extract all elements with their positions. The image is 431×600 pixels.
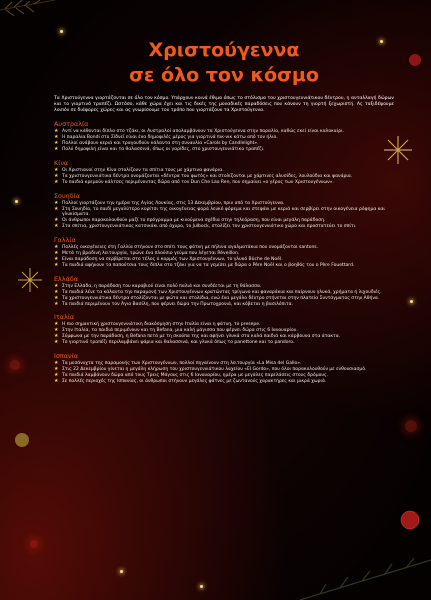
- list-item-text: Πολλοί ανάβουν κεριά και τραγουδούν κάλαντα στη συναυλία «Carols by Candlelight».: [62, 141, 259, 147]
- list-item-text: Η πιο σημαντική χριστουγεννιάτικη διακόσμηση στην Ιταλία είναι η φάτνη, το presepe.: [62, 322, 261, 328]
- star-bullet-icon: ★: [54, 294, 59, 301]
- star-bullet-icon: ★: [54, 371, 59, 378]
- star-bullet-icon: ★: [54, 223, 59, 230]
- list-item-text: Οι Χριστιανοί στην Κίνα στολίζουν τα σπίτια τους με χάρτινα φανάρια.: [62, 167, 224, 173]
- red-ornament-icon: [401, 511, 419, 529]
- country-sections: [54, 120, 394, 384]
- list-item-text: Τα χριστουγεννιάτικα δέντρα στολίζονται με φώτα και στολίδια, ενώ ένα μεγάλο δέντρο στήνεται στην πλατεία Συντάγματος στην Αθήνα.: [62, 295, 380, 301]
- bullet-list: [54, 284, 394, 308]
- star-bullet-icon: ★: [54, 339, 59, 346]
- bullet-list: [54, 168, 394, 186]
- star-bullet-icon: ★: [54, 288, 59, 295]
- section-heading: Κίνα: [54, 158, 69, 167]
- list-item: [54, 379, 394, 385]
- bullet-list: [54, 245, 394, 269]
- list-item-text: Τα παιδιά λένε τα κάλαντα την παραμονή των Χριστουγέννων κρατώντας τρίγωνο και φαναράκια και παίρνουν γλυκά, χρήματα ή λιχουδιές.: [62, 289, 382, 295]
- list-item-text: Τα μεσάνυχτα της παραμονής των Χριστουγέννων, πολλοί πηγαίνουν στη λειτουργία «La Misa del Gallo».: [62, 361, 302, 367]
- star-bullet-icon: ★: [54, 140, 59, 147]
- star-bullet-icon: ★: [54, 250, 59, 257]
- star-bullet-icon: ★: [54, 261, 59, 268]
- section-heading: Ιταλία: [54, 313, 75, 322]
- gold-ornament-icon: [15, 433, 29, 447]
- list-item-text: Στην Ελλάδα, η παράδοση του καραβιού είναι πολύ παλιά και συνδέεται με τη θάλασσα.: [62, 283, 262, 289]
- list-item-text: Τα χριστουγεννιάτικα δέντρα ονομάζονται «δέντρα του φωτός» και στολίζονται με χάρτινες αλυσίδες, λουλούδια και φανάρια.: [62, 173, 353, 179]
- star-bullet-icon: ★: [54, 172, 59, 179]
- list-item: [54, 340, 394, 346]
- list-item: [54, 263, 394, 269]
- section-heading: Σουηδία: [54, 191, 80, 200]
- list-item-text: Πολύ δημοφιλή είναι και τα θαλασσινά, όπως οι γαρίδες, στο χριστουγεννιάτικο τραπέζι.: [62, 147, 265, 152]
- star-bullet-icon: ★: [54, 365, 59, 372]
- section-2: [54, 192, 394, 231]
- star-bullet-icon: ★: [54, 327, 59, 334]
- bullet-list: [54, 201, 394, 231]
- list-item-text: Στις 22 Δεκεμβρίου γίνεται η μεγάλη κλήρωση του χριστουγεννιάτικου λαχείου «El Gordo», που όλοι παρακολουθούν με ενθουσιασμό.: [62, 366, 367, 372]
- section-heading: Ισπανία: [54, 352, 78, 361]
- pine-branch-top-left: [0, 0, 55, 16]
- section-0: [54, 120, 394, 153]
- star-bullet-icon: ★: [54, 360, 59, 367]
- list-item: [54, 147, 394, 153]
- star-bullet-icon: ★: [54, 321, 59, 328]
- star-bullet-icon: ★: [54, 217, 59, 224]
- list-item-text: Στην Ιταλία, τα παιδιά περιμένουν και τη Befana, μια καλή μάγισσα που φέρνει δώρα στις 6 Ιανουαρίου.: [62, 328, 298, 334]
- bullet-list: [54, 361, 394, 385]
- star-bullet-icon: ★: [54, 244, 59, 251]
- section-heading: Ελλάδα: [54, 274, 78, 283]
- star-bullet-icon: ★: [54, 282, 59, 289]
- section-heading: Γαλλία: [54, 236, 76, 245]
- list-item-text: Οι άνθρωποι παρακολουθούν μαζί το πρόγραμμα με κινούμενα σχέδια στην τηλεόραση, που είναι μεγάλη παράδοση.: [62, 218, 326, 224]
- bullet-list: [54, 129, 394, 153]
- intro-paragraph: Τα Χριστούγεννα γιορτάζονται σε όλο τον κόσμο. Υπάρχουν κοινά έθιμα όπως το στόλισμα του χριστουγεννιάτικου δέντρου, η ανταλλαγή δώρων και το γιορτινό τραπέζι. Ωστόσο, κάθε χώρα έχει και τις δικές της μοναδικές παραδόσεις που κάνουν τη γιορτή ξεχωριστή. Ας ταξιδέψουμε λοιπόν σε διάφορες χώρες και ας γνωρίσουμε τον τρόπο που γιορτάζουν τα Χριστούγεννα.: [54, 96, 394, 114]
- star-bullet-icon: ★: [54, 333, 59, 340]
- star-bullet-icon: ★: [54, 128, 59, 135]
- list-item-text: Πολλοί γιορτάζουν την ημέρα της Αγίας Λουκίας, στις 13 Δεκεμβρίου, πριν από τα Χριστούγεννα.: [62, 200, 285, 206]
- star-bullet-icon: ★: [54, 178, 59, 185]
- section-4: [54, 275, 394, 308]
- section-heading: Αυστραλία: [54, 120, 89, 129]
- list-item-text: Σε πολλές περιοχές της Ισπανίας, οι άνθρωποι στήνουν μεγάλες φάτνες με ζωντανούς χαρακτήρες και μικρά χωριά.: [62, 378, 327, 384]
- title-line-2: σε όλο τον κόσμο: [129, 64, 319, 86]
- star-bullet-icon: ★: [54, 255, 59, 262]
- pine-branch-bottom: [300, 558, 431, 600]
- star-bullet-icon: ★: [54, 166, 59, 173]
- list-item: [54, 224, 394, 230]
- star-bullet-icon: ★: [54, 377, 59, 384]
- list-item-text: Τα παιδιά περιμένουν τον Άγιο Βασίλη, που φέρνει δώρα την Πρωτοχρονιά, και κόβεται η βασιλόπιτα.: [62, 301, 293, 307]
- bullet-list: [54, 322, 394, 346]
- list-item-text: Το παιδιά κρεμούν κάλτσες περιμένοντας δώρα από τον Dun Che Lao Ren, που σημαίνει «ο γέρος των Χριστουγέννων».: [62, 179, 334, 185]
- list-item: [54, 207, 394, 219]
- star-bullet-icon: ★: [54, 134, 59, 141]
- list-item: [54, 180, 394, 186]
- list-item: [54, 302, 394, 308]
- list-item-text: Πολλές οικογένειες στη Γαλλία στήνουν στο σπίτι τους φάτνη με πήλινα αγαλματάκια που ονομάζονται santons.: [62, 245, 319, 251]
- red-ornament-icon: [409, 54, 421, 66]
- list-item-text: Στα σπίτια, χριστουγεννιάτικος κατσικάκι από άχυρο, το Julbock, στολίζει τον χριστουγεννιάτικο χώρο και προστατεύει το σπίτι.: [62, 224, 357, 230]
- star-bullet-icon: ★: [54, 146, 59, 152]
- list-item-text: Σύμφωνα με την παράδοση, η Befana πετά με τη σκούπα της και αφήνει γλυκά στα καλά παιδιά και κάρβουνα στα άτακτα.: [62, 334, 341, 340]
- gold-snowflake-icon: [18, 268, 42, 292]
- star-bullet-icon: ★: [54, 205, 59, 212]
- list-item-text: Τα παιδιά λαμβάνουν δώρα από τους Τρεις Μάγους στις 6 Ιανουαρίου, ημέρα με μεγάλες παρελάσεις στους δρόμους.: [62, 372, 329, 378]
- section-1: [54, 159, 394, 186]
- list-item-text: Είναι παράδοση να σερβίρεται στο τέλος ο κορμός των Χριστουγέννων, το γλυκό Bûche de Noël.: [62, 256, 283, 262]
- section-3: [54, 236, 394, 269]
- list-item-text: Στη Σουηδία, το παιδί μεγαλύτερο κορίτσι της οικογένειας φορά λευκό φόρεμα και στεφάνι με κεριά και σερβίρει στην οικογένεια ρόφημα και γλυκίσματα.: [62, 206, 385, 218]
- title-line-1: Χριστούγεννα: [148, 39, 300, 61]
- list-item-text: Τα παιδιά αφήνουν τα παπούτσια τους δίπλα στο τζάκι για να τα γεμίσει με δώρα ο Père Noël και ο βοηθός του ο Père Fouettard.: [62, 262, 355, 268]
- section-6: [54, 352, 394, 385]
- list-item-text: Μετά τη βραδινή λειτουργία, τρώνε ένα πλούσιο γεύμα που λέγεται Réveillon.: [62, 251, 240, 257]
- list-item-text: Η παραλία Bondi στο Σίδνεϊ είναι ένα δημοφιλές μέρος για γιορτινά πικ-νικ κάτω από τον ήλιο.: [62, 135, 278, 141]
- page-title: [54, 38, 394, 88]
- list-item-text: Το γιορτινό τραπέζι περιλαμβάνει ψάρια και θαλασσινά, και γλυκά όπως το panettone και το pandoro.: [62, 340, 295, 346]
- star-bullet-icon: ★: [54, 199, 59, 206]
- article-content: [54, 38, 394, 385]
- star-bullet-icon: ★: [54, 300, 59, 307]
- list-item-text: Αντί να κάθονται δίπλα στο τζάκι, οι Αυστραλοί απολαμβάνουν τα Χριστούγεννα στην παραλία, καθώς εκεί είναι καλοκαίρι.: [62, 129, 345, 135]
- section-5: [54, 313, 394, 346]
